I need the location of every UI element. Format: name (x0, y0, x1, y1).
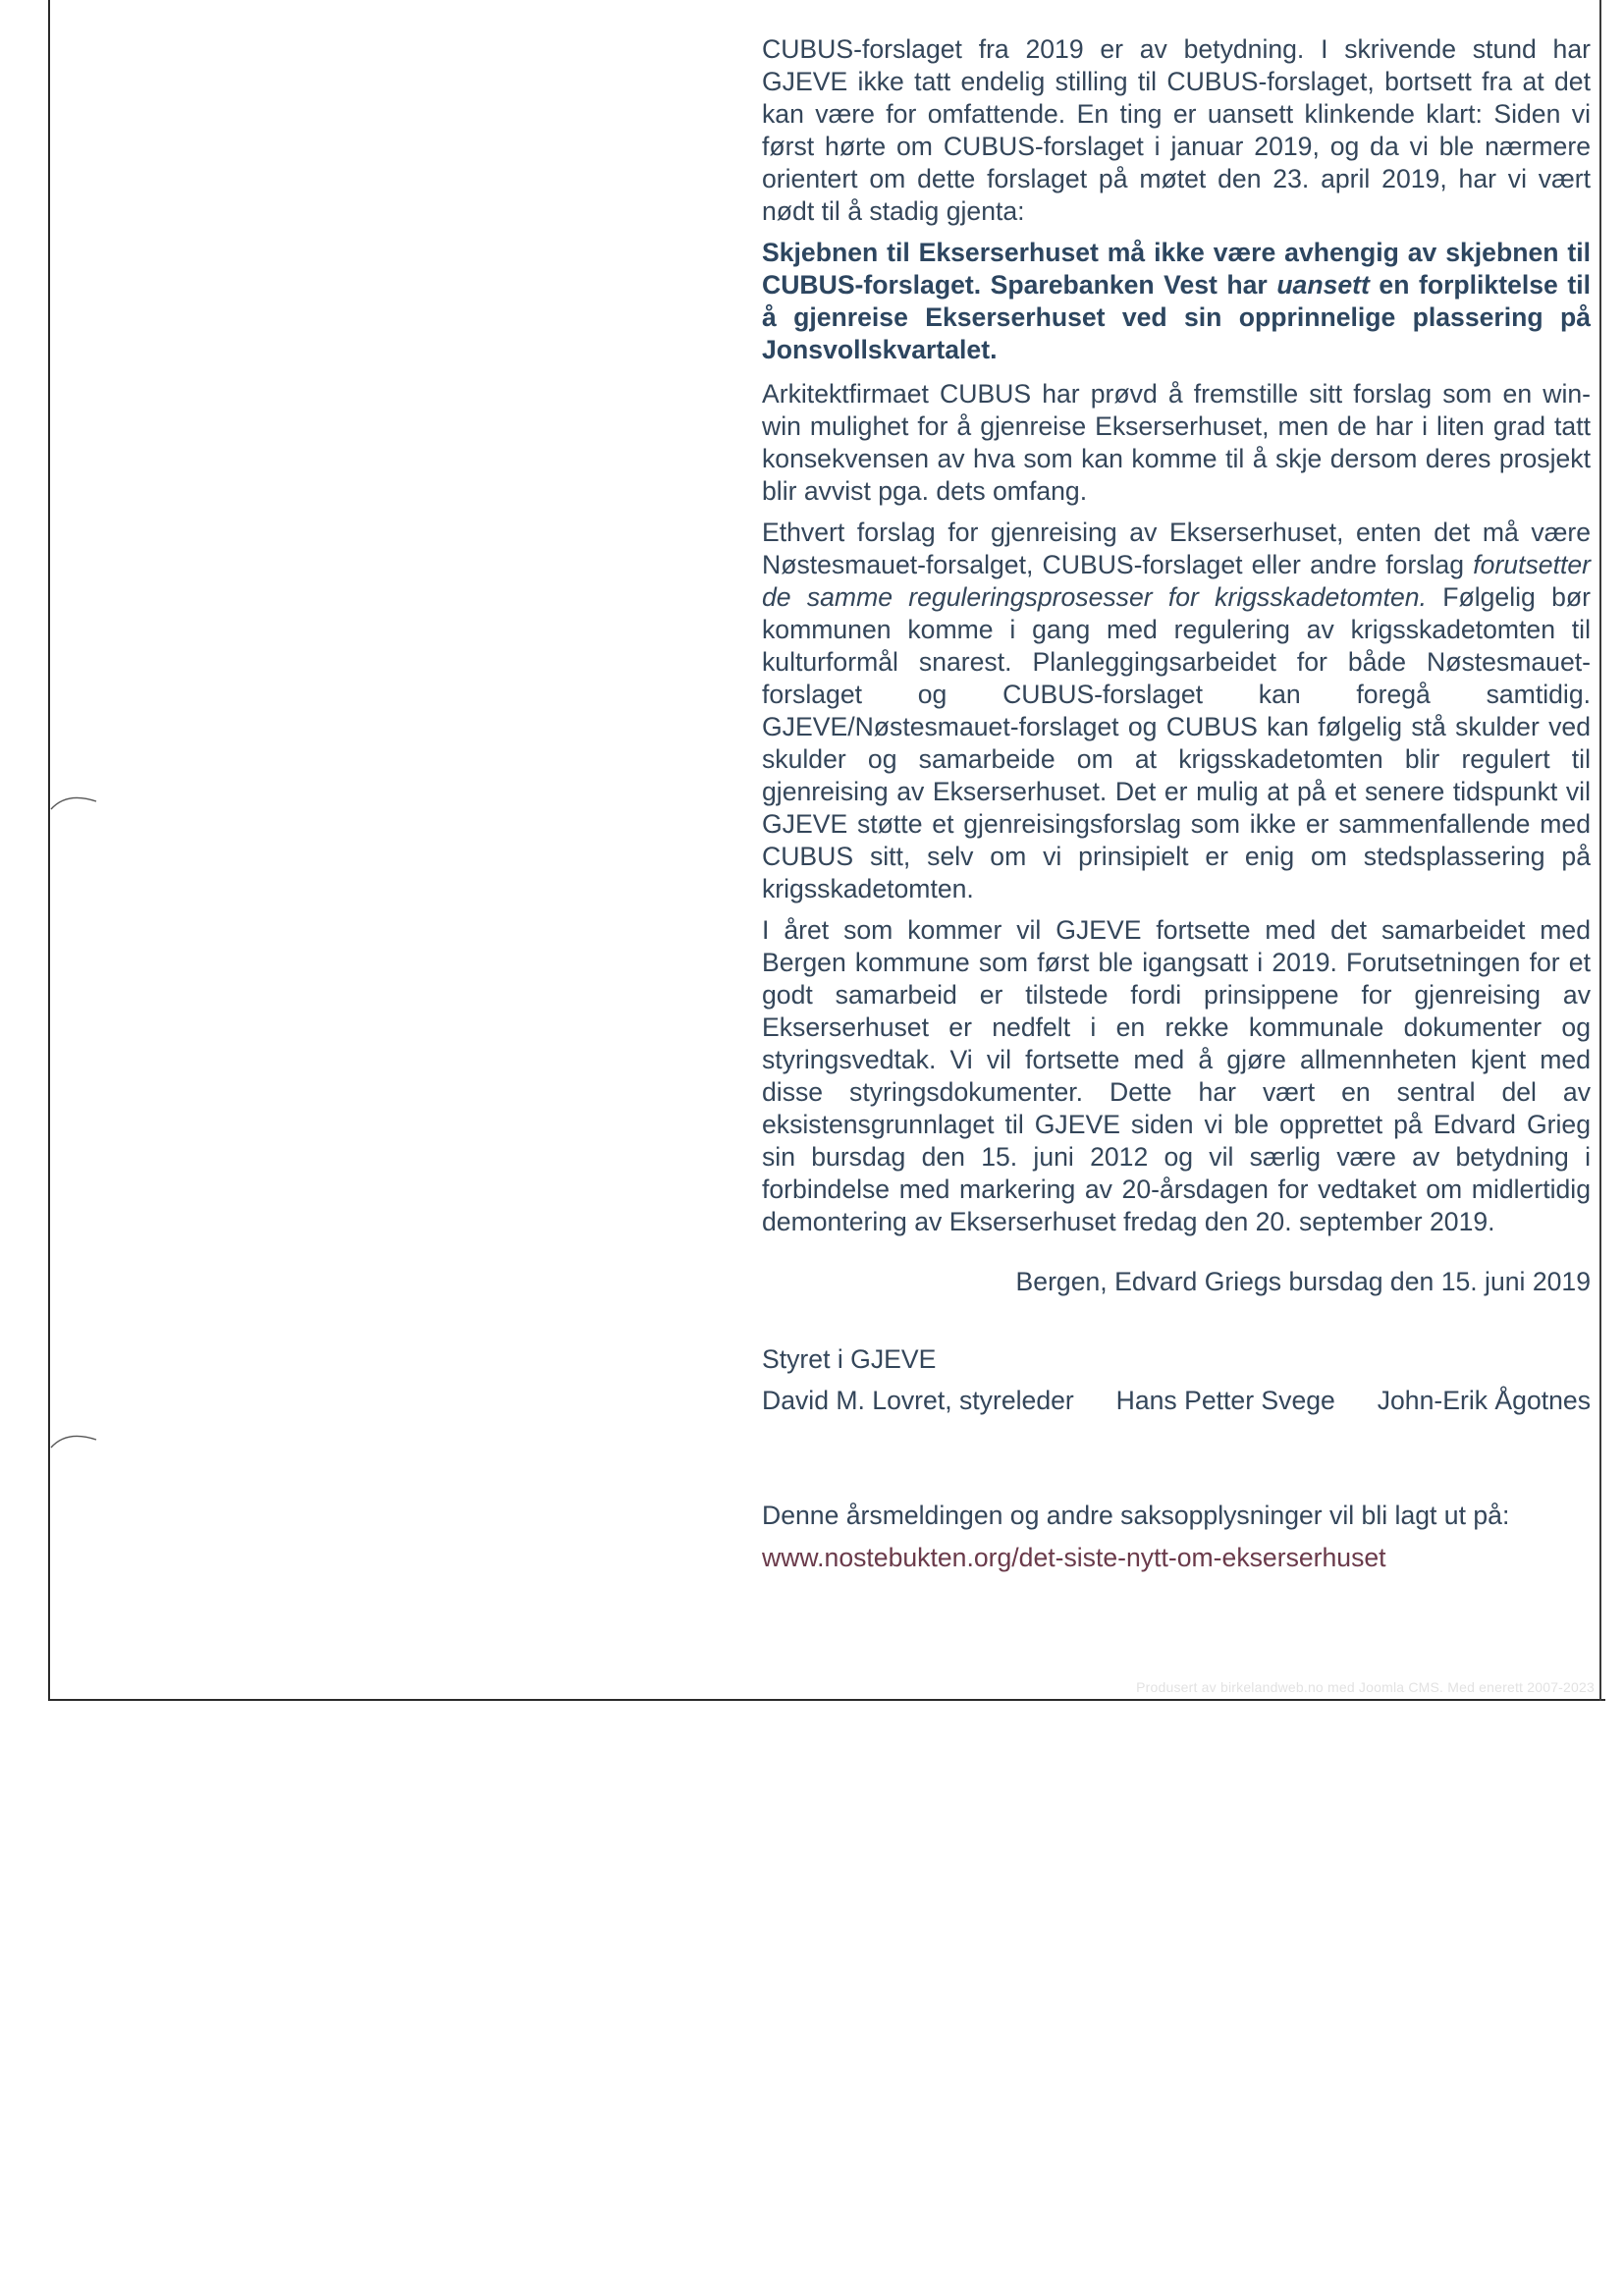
dateline: Bergen, Edvard Griegs bursdag den 15. juni 2019 (1015, 1267, 1591, 1296)
paragraph (762, 517, 1591, 905)
emphasis-text: en forpliktelse til å gjenreise Ekserserhuset ved sin opprinnelige plassering på Jonsvollskvartalet. (762, 270, 1591, 364)
signatory-name: David M. Lovret, styreleder (762, 1386, 1074, 1415)
emphasis-italic: uansett (1276, 270, 1370, 300)
emphasis-text: Skjebnen til Ekserserhuset må ikke være avhengig av skjebnen til CUBUS-forslaget. Sparebanken Vest har (762, 238, 1591, 300)
text-column (762, 33, 1591, 1583)
footer-credit: Produsert av birkelandweb.no med Joomla CMS. Med enerett 2007-2023 (1136, 1679, 1595, 1695)
punch-hole-mark (49, 1428, 100, 1449)
punch-hole-mark (49, 790, 100, 811)
paragraph: CUBUS-forslaget fra 2019 er av betydning. I skrivende stund har GJEVE ikke tatt endelig stilling til CUBUS-forslaget, bortsett fra at det kan være for omfattende. En ting er uansett klinkende klart: Siden vi først hørte om CUBUS-forslaget i januar 2019, og da vi ble nærmere orientert om dette forslaget på møtet den 23. april 2019, har vi vært nødt til å stadig gjenta: (762, 34, 1591, 226)
emphasis-paragraph (762, 237, 1591, 366)
website-link[interactable]: www.nostebukten.org/det-siste-nytt-om-ekserserhuset (762, 1543, 1386, 1572)
paragraph: I året som kommer vil GJEVE fortsette med det samarbeidet med Bergen kommune som først ble igangsatt i 2019. Forutsetningen for et godt samarbeid er tilstede fordi prinsippene for gjenreising av Ekserserhuset er nedfelt i en rekke kommunale dokumenter og styringsvedtak. Vi vil fortsette med å gjøre allmennheten kjent med disse styringsdokumenter. Dette har vært en sentral del av eksistensgrunnlaget til GJEVE siden vi ble opprettet på Edvard Grieg sin bursdag den 15. juni 2012 og vil særlig være av betydning i forbindelse med markering av 20-årsdagen for vedtaket om midlertidig demontering av Ekserserhuset fredag den 20. september 2019. (762, 915, 1591, 1236)
signatory-name: John-Erik Ågotnes (1377, 1386, 1591, 1415)
paragraph-text: Følgelig bør kommunen komme i gang med regulering av krigsskadetomten til kulturformål snarest. Planleggingsarbeidet for både Nøstesmauet-forslaget og CUBUS-forslaget kan foregå samtidig. GJEVE/Nøstesmauet-forslaget og CUBUS kan følgelig stå skulder ved skulder og samarbeide om at krigsskadetomten blir regulert til gjenreising av Ekserserhuset. Det er mulig at på et senere tidspunkt vil GJEVE støtte et gjenreisingsforslag som ikke er sammenfallende med CUBUS sitt, selv om vi prinsipielt er enig om stedsplassering på krigsskadetomten. (762, 582, 1591, 903)
signature-org: Styret i GJEVE (762, 1344, 937, 1374)
paragraph-text: Ethvert forslag for gjenreising av Ekserserhuset, enten det må være Nøstesmauet-forsalget, CUBUS-forslaget eller andre forslag (762, 518, 1591, 579)
signatory-name: Hans Petter Svege (1115, 1386, 1335, 1415)
paragraph-italic: forutsetter de samme reguleringsprosesser for krigsskadetomten. (762, 550, 1591, 612)
paragraph: Arkitektfirmaet CUBUS har prøvd å fremstille sitt forslag som en win-win mulighet for å gjenreise Ekserserhuset, men de har i liten grad tatt konsekvensen av hva som kan komme til å skje dersom deres prosjekt blir avvist pga. dets omfang. (762, 379, 1591, 506)
publication-notice: Denne årsmeldingen og andre saksopplysninger vil bli lagt ut på: (762, 1501, 1510, 1530)
signature-names (762, 1385, 1591, 1417)
right-rule (1599, 0, 1601, 1701)
